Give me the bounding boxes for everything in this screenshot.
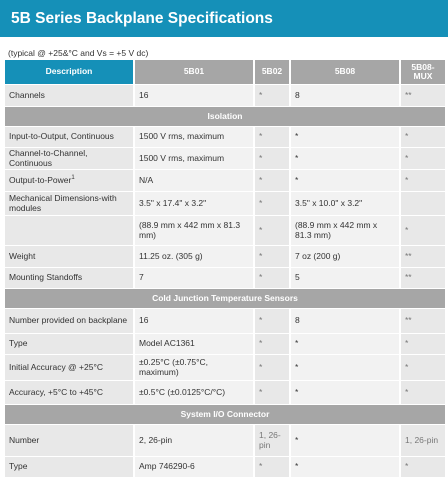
cell-text: 8 — [295, 89, 300, 100]
cell-5b08-mux — [400, 334, 446, 355]
cell-5b01 — [134, 381, 254, 405]
cell-text: * — [295, 152, 299, 163]
cell-5b08 — [290, 127, 400, 148]
cell-text: 8 — [295, 315, 300, 326]
cell-description — [5, 246, 134, 268]
cell-text: Model AC1361 — [139, 338, 195, 349]
cell-text: 1, 26-pin — [259, 430, 281, 450]
cell-5b08 — [290, 457, 400, 478]
cell-5b08-mux — [400, 148, 446, 170]
table-row — [5, 246, 446, 268]
cell-5b08-mux — [400, 170, 446, 192]
cell-5b08 — [290, 425, 400, 457]
cell-description — [5, 192, 134, 216]
cell-5b01 — [134, 216, 254, 246]
cell-5b08-mux — [400, 381, 446, 405]
cell-5b02 — [254, 268, 290, 289]
page-title: 5B Series Backplane Specifications — [11, 10, 273, 27]
cell-description — [5, 170, 134, 192]
cell-5b08 — [290, 192, 400, 216]
cell-text: Initial Accuracy @ +25°C — [9, 361, 103, 372]
cell-description — [5, 381, 134, 405]
section-header-row — [5, 405, 446, 425]
cell-text: ** — [405, 272, 412, 283]
cell-text: * — [405, 461, 409, 472]
column-header-5b01: 5B01 — [134, 60, 254, 85]
table-row — [5, 127, 446, 148]
cell-text: Accuracy, +5°C to +45°C — [9, 386, 104, 397]
section-header-row — [5, 107, 446, 127]
cell-text: Mechanical Dimensions-with modules — [9, 193, 117, 213]
cell-5b08-mux — [400, 355, 446, 381]
cell-5b08-mux — [400, 192, 446, 216]
cell-5b02 — [254, 127, 290, 148]
table-row — [5, 170, 446, 192]
cell-5b08-mux — [400, 127, 446, 148]
cell-5b01 — [134, 268, 254, 289]
section-title: Cold Junction Temperature Sensors — [5, 289, 446, 309]
cell-5b08-mux — [400, 268, 446, 289]
cell-5b02 — [254, 246, 290, 268]
cell-text: * — [405, 361, 409, 372]
cell-5b08 — [290, 148, 400, 170]
cell-text: ±0.25°C (±0.75°C, maximum) — [139, 357, 209, 377]
cell-description — [5, 216, 134, 246]
cell-text: Type — [9, 338, 28, 349]
cell-text: * — [295, 361, 299, 372]
cell-text: * — [259, 174, 263, 185]
cell-text: * — [259, 315, 263, 326]
cell-text: 2, 26-pin — [139, 434, 173, 445]
cell-5b02 — [254, 334, 290, 355]
cell-text: (88.9 mm x 442 mm x 81.3 mm) — [139, 220, 241, 240]
cell-5b08-mux — [400, 85, 446, 107]
cell-5b02 — [254, 192, 290, 216]
table-row — [5, 148, 446, 170]
cell-text: * — [295, 338, 299, 349]
cell-text: * — [295, 174, 299, 185]
cell-text: Number provided on backplane — [9, 315, 128, 326]
cell-5b02 — [254, 216, 290, 246]
cell-text: Input-to-Output, Continuous — [9, 131, 114, 142]
cell-text: 1500 V rms, maximum — [139, 131, 225, 142]
cell-5b08-mux — [400, 425, 446, 457]
table-row — [5, 425, 446, 457]
cell-text: 1, 26-pin — [405, 434, 439, 445]
cell-5b08 — [290, 334, 400, 355]
cell-5b08-mux — [400, 246, 446, 268]
cell-text: Number — [9, 434, 40, 445]
cell-5b02 — [254, 170, 290, 192]
cell-text: N/A — [139, 174, 154, 185]
cell-text: 7 — [139, 272, 144, 283]
cell-5b08 — [290, 246, 400, 268]
cell-description — [5, 355, 134, 381]
cell-text: * — [259, 197, 263, 208]
cell-text: * — [405, 338, 409, 349]
cell-5b01 — [134, 85, 254, 107]
cell-5b01 — [134, 192, 254, 216]
cell-text: * — [405, 174, 409, 185]
cell-text: * — [295, 434, 299, 445]
column-header-5b08-mux: 5B08-MUX — [400, 60, 446, 85]
cell-text: Amp 746290-6 — [139, 461, 195, 472]
column-header-description: Description — [5, 60, 134, 85]
cell-text: * — [259, 224, 263, 235]
section-title: Isolation — [5, 107, 446, 127]
cell-5b08 — [290, 170, 400, 192]
cell-text: Mounting Standoffs — [9, 272, 83, 283]
cell-5b01 — [134, 148, 254, 170]
column-header-5b08: 5B08 — [290, 60, 400, 85]
cell-5b02 — [254, 425, 290, 457]
section-header-row — [5, 289, 446, 309]
cell-5b01 — [134, 127, 254, 148]
cell-text: * — [259, 361, 263, 372]
table-row — [5, 192, 446, 216]
page-title-banner — [0, 0, 448, 37]
cell-5b02 — [254, 355, 290, 381]
cell-5b01 — [134, 355, 254, 381]
cell-5b08 — [290, 216, 400, 246]
column-header-5b02: 5B02 — [254, 60, 290, 85]
cell-5b08 — [290, 309, 400, 334]
cell-text: * — [295, 386, 299, 397]
section-title: System I/O Connector — [5, 405, 446, 425]
cell-text: * — [405, 152, 409, 163]
cell-5b02 — [254, 309, 290, 334]
cell-description — [5, 425, 134, 457]
cell-text: * — [259, 338, 263, 349]
cell-description — [5, 309, 134, 334]
table-row — [5, 216, 446, 246]
specifications-table — [5, 60, 447, 478]
header-row — [5, 60, 446, 85]
cell-5b01 — [134, 425, 254, 457]
cell-text: 16 — [139, 315, 149, 326]
cell-description — [5, 268, 134, 289]
cell-5b01 — [134, 334, 254, 355]
table-row — [5, 457, 446, 478]
cell-5b01 — [134, 246, 254, 268]
cell-text: 16 — [139, 89, 149, 100]
cell-5b08 — [290, 268, 400, 289]
cell-text: 7 oz (200 g) — [295, 250, 341, 261]
cell-5b01 — [134, 170, 254, 192]
cell-5b02 — [254, 148, 290, 170]
cell-text: * — [259, 250, 263, 261]
cell-text: 3.5" x 17.4" x 3.2" — [139, 197, 207, 208]
cell-5b08 — [290, 355, 400, 381]
cell-text: ** — [405, 89, 412, 100]
cell-text: * — [295, 461, 299, 472]
cell-text: * — [259, 272, 263, 283]
cell-5b08-mux — [400, 216, 446, 246]
test-conditions-note: (typical @ +25&°C and Vs = +5 V dc) — [8, 48, 149, 58]
cell-description — [5, 334, 134, 355]
cell-text: (88.9 mm x 442 mm x 81.3 mm) — [295, 220, 378, 240]
cell-5b02 — [254, 85, 290, 107]
cell-text: * — [259, 89, 263, 100]
cell-text: * — [259, 131, 263, 142]
cell-text: * — [405, 224, 409, 235]
cell-5b01 — [134, 309, 254, 334]
cell-5b08-mux — [400, 309, 446, 334]
cell-text: 1500 V rms, maximum — [139, 152, 225, 163]
cell-description — [5, 127, 134, 148]
table-row — [5, 355, 446, 381]
cell-description — [5, 457, 134, 478]
cell-5b02 — [254, 381, 290, 405]
table-row — [5, 268, 446, 289]
cell-text: * — [405, 131, 409, 142]
cell-5b01 — [134, 457, 254, 478]
cell-5b02 — [254, 457, 290, 478]
cell-5b08 — [290, 381, 400, 405]
table-row — [5, 381, 446, 405]
cell-text: * — [405, 386, 409, 397]
cell-text: 5 — [295, 272, 300, 283]
cell-text: Output-to-Power — [9, 175, 72, 186]
cell-text: Channel-to-Channel, Continuous — [9, 148, 88, 168]
table-row — [5, 334, 446, 355]
cell-text: 3.5" x 10.0" x 3.2" — [295, 197, 363, 208]
cell-text: 11.25 oz. (305 g) — [139, 250, 203, 261]
cell-text: ** — [405, 315, 412, 326]
cell-5b08-mux — [400, 457, 446, 478]
cell-text: ** — [405, 250, 412, 261]
cell-text: ±0.5°C (±0.0125°C/°C) — [139, 386, 226, 397]
cell-text: * — [259, 461, 263, 472]
cell-5b08 — [290, 85, 400, 107]
cell-text: * — [259, 152, 263, 163]
cell-description — [5, 85, 134, 107]
cell-description — [5, 148, 134, 170]
cell-text: Channels — [9, 89, 45, 100]
cell-text: Weight — [9, 250, 36, 261]
footnote-marker: 1 — [71, 175, 75, 182]
cell-text: * — [295, 131, 299, 142]
cell-text: Type — [9, 461, 28, 472]
cell-text: * — [259, 386, 263, 397]
table-row — [5, 85, 446, 107]
table-row — [5, 309, 446, 334]
